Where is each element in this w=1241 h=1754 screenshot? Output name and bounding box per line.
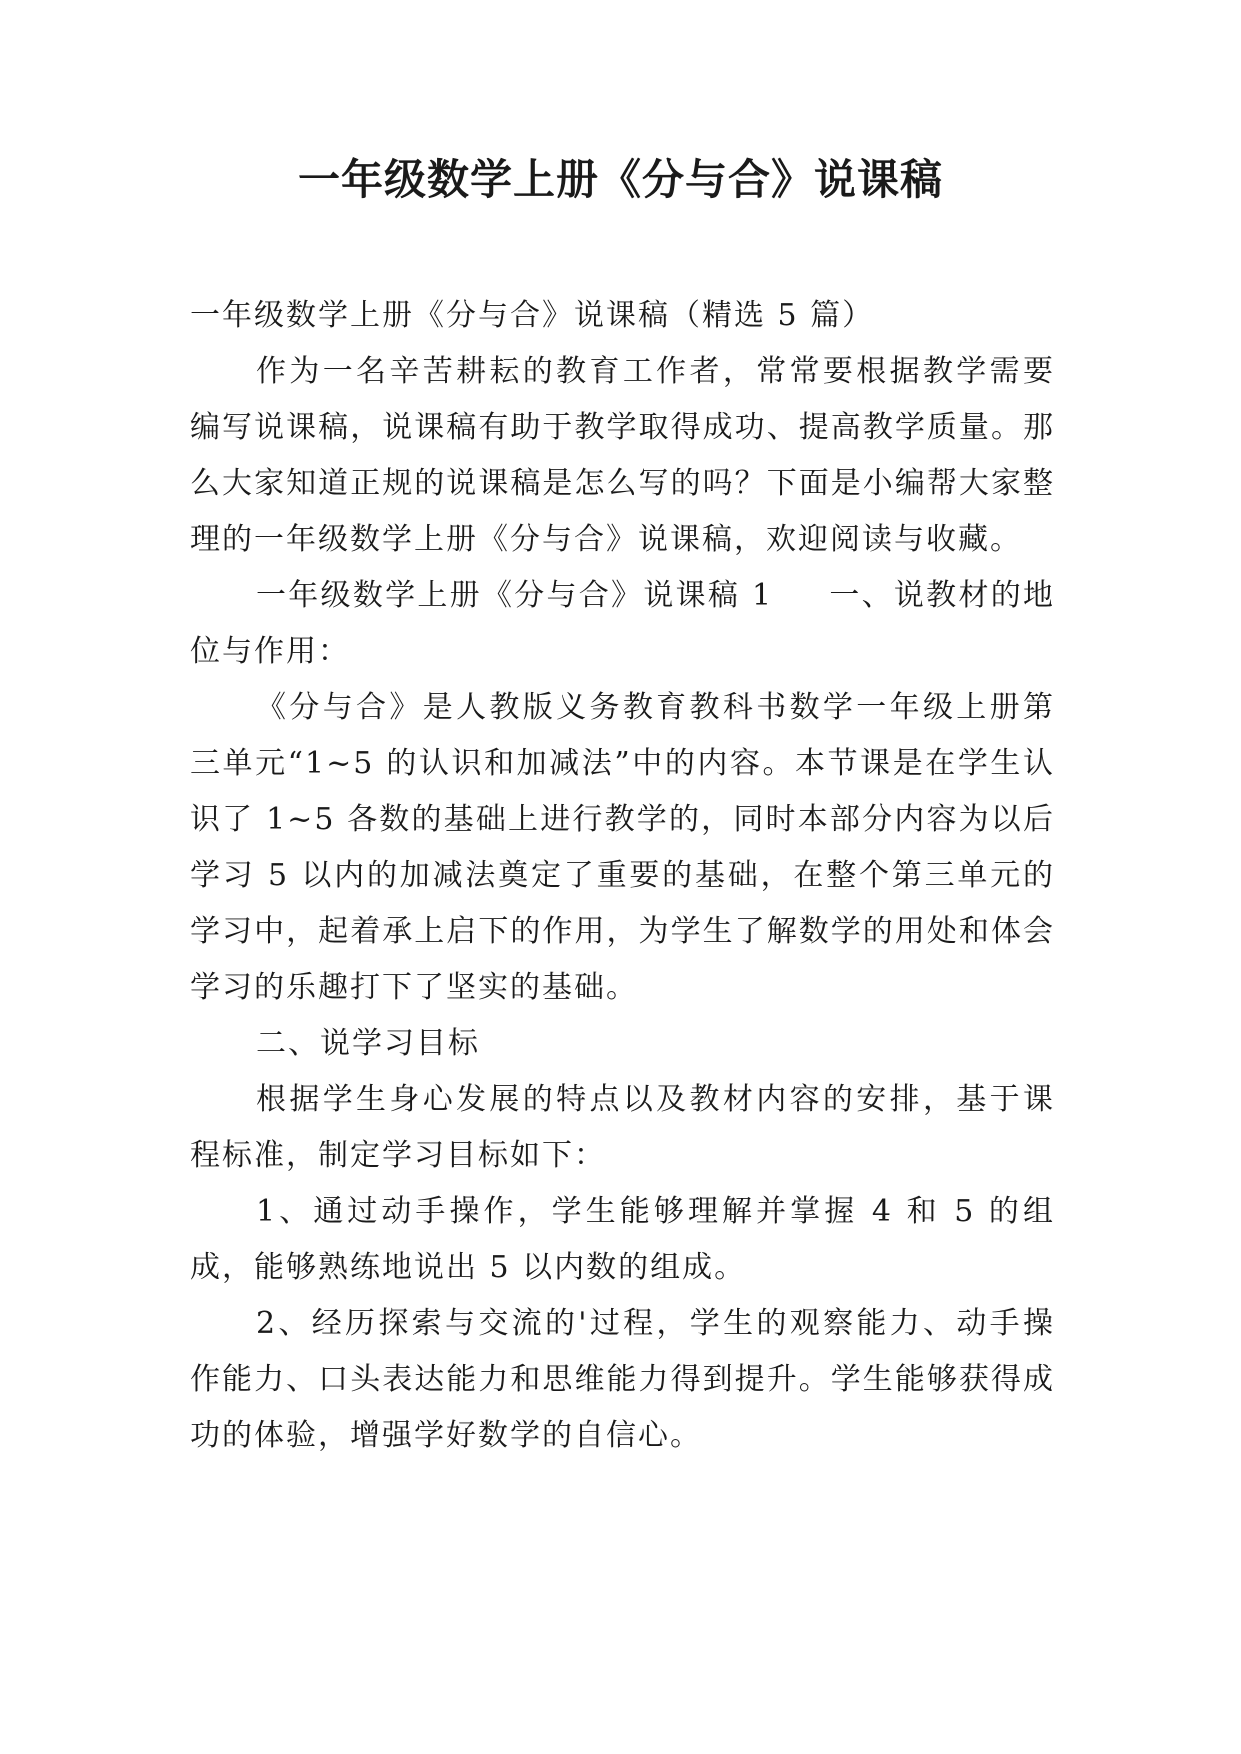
document-body [190,288,1055,1464]
goals-intro-paragraph: 根据学生身心发展的特点以及教材内容的安排，基于课程标准，制定学习目标如下： [190,1082,1055,1173]
section-heading-1: 一、说教材的地位与作用： [190,578,1056,669]
goal-item-2: 2、经历探索与交流的'过程，学生的观察能力、动手操作能力、口头表达能力和思维能力得到提升。学生能够获得成功的体验，增强学好数学的自信心。 [190,1306,1055,1453]
section-heading-2: 二、说学习目标 [256,1026,480,1061]
intro-paragraph: 作为一名辛苦耕耘的教育工作者，常常要根据教学需要编写说课稿，说课稿有助于教学取得成功、提高教学质量。那么大家知道正规的说课稿是怎么写的吗？下面是小编帮大家整理的一年级数学上册《分与合》说课稿，欢迎阅读与收藏。 [190,354,1055,557]
textbook-paragraph: 《分与合》是人教版义务教育教科书数学一年级上册第三单元“1~5 的认识和加减法”中的内容。本节课是在学生认识了 1~5 各数的基础上进行教学的，同时本部分内容为以后学习 5 以内的加减法奠定了重要的基础，在整个第三单元的学习中，起着承上启下的作用，为学生了解数学的用处和体会学习的乐趣打下了坚实的基础。 [190,690,1055,1005]
section-paragraph [190,568,1055,680]
document-title: 一年级数学上册《分与合》说课稿 [297,155,943,204]
goal-item-1: 1、通过动手操作，学生能够理解并掌握 4 和 5 的组成，能够熟练地说出 5 以内数的组成。 [190,1194,1055,1285]
subtitle-paragraph: 一年级数学上册《分与合》说课稿（精选 5 篇） [190,298,875,333]
lesson-heading: 一年级数学上册《分与合》说课稿 1 [256,578,774,613]
